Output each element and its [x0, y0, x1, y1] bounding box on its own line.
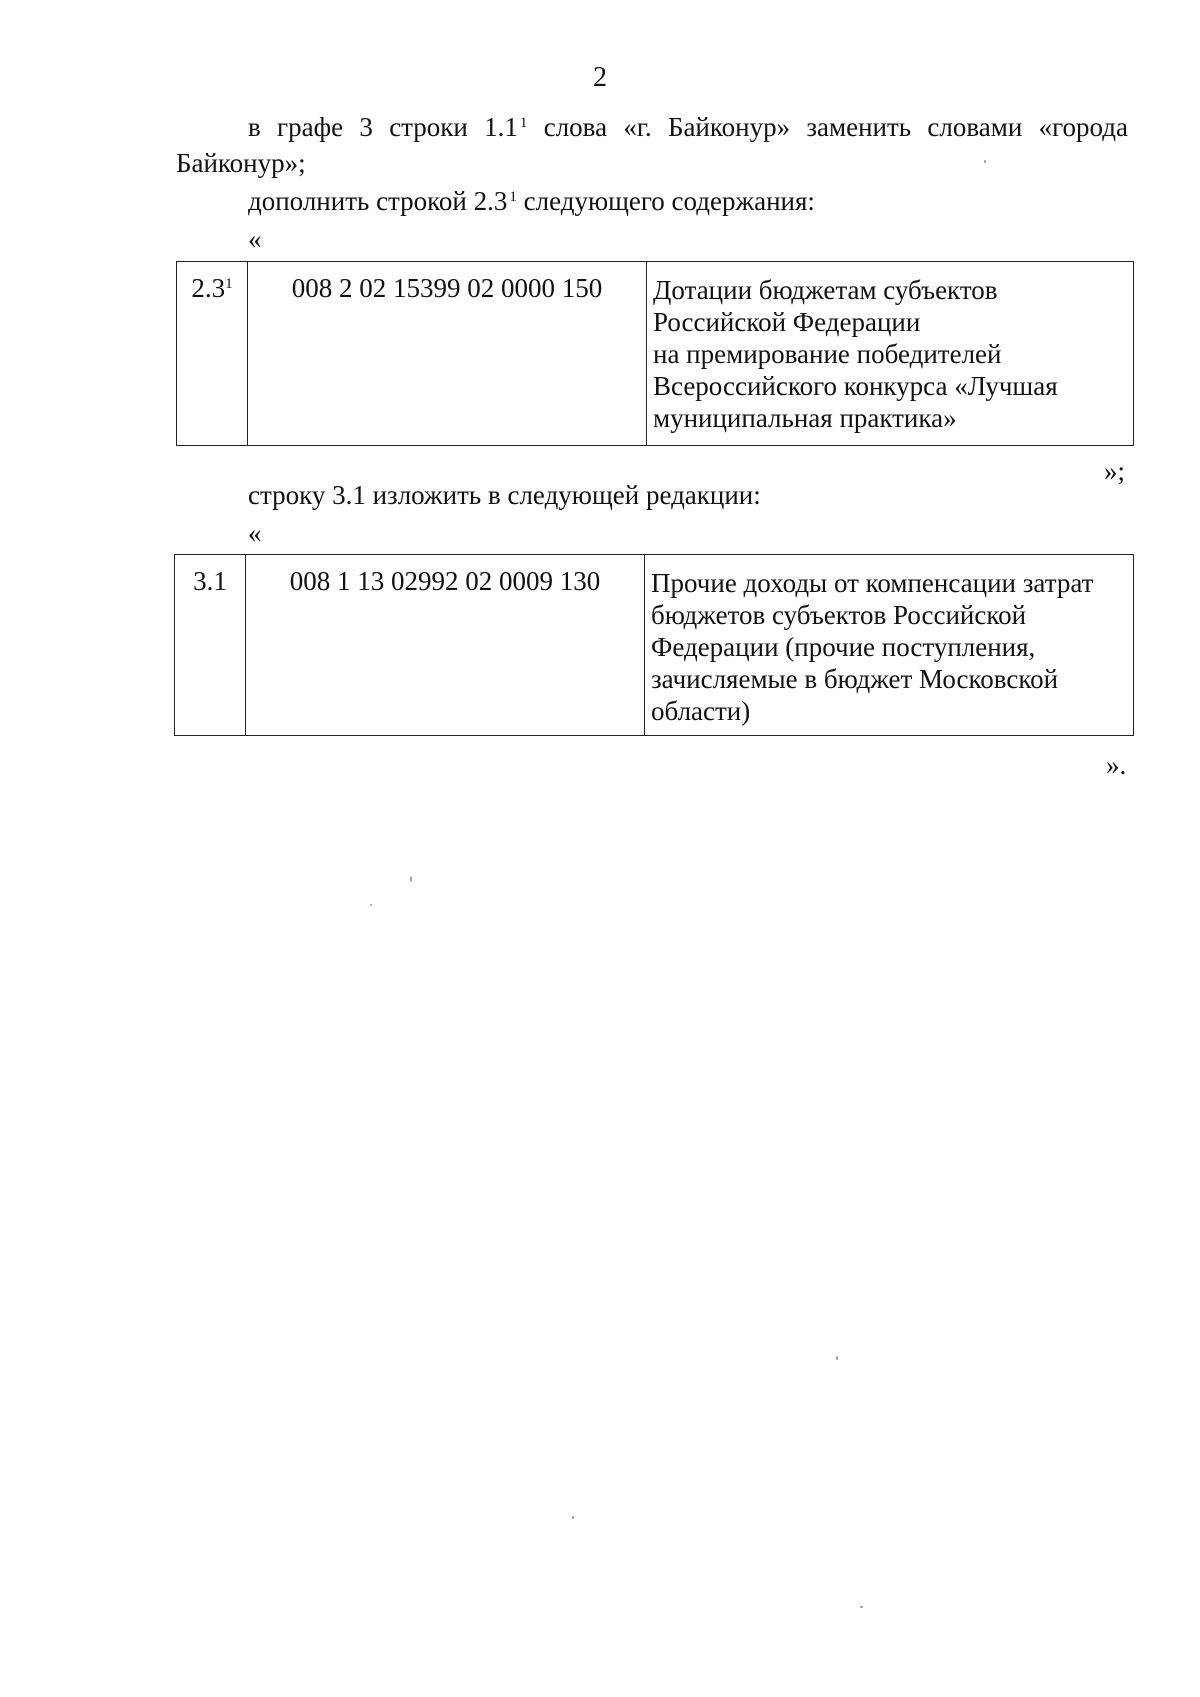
p1-word: словами — [927, 112, 1023, 142]
description-line: Дотации бюджетам субъектов — [653, 275, 998, 305]
table-row — [177, 262, 1134, 446]
paragraph-1-line-1 — [248, 110, 1128, 144]
p1-word: слова — [543, 112, 608, 142]
inserted-row-table — [176, 261, 1134, 446]
p1-word: строки — [389, 112, 468, 142]
scan-speck — [572, 1516, 574, 1519]
p1-word: в — [248, 112, 261, 142]
paragraph-3: строку 3.1 изложить в следующей редакции: — [248, 480, 761, 510]
description-cell — [645, 555, 1134, 736]
closing-quote-2: ». — [1106, 750, 1127, 780]
opening-quote-1: « — [248, 224, 262, 254]
description-line: Прочие доходы от компенсации затрат — [651, 568, 1094, 598]
description-line: на премирование победителей — [653, 339, 1002, 369]
p1-word: 3 — [359, 112, 373, 142]
scan-speck — [836, 1356, 838, 1360]
closing-quote-1: »; — [1104, 456, 1126, 486]
scan-speck — [410, 876, 412, 882]
scan-speck — [370, 904, 372, 906]
description-line: Российской Федерации — [653, 307, 921, 337]
budget-code-cell: 008 1 13 02992 02 0009 130 — [246, 555, 645, 736]
replaced-row-table — [174, 554, 1134, 736]
opening-quote-2: « — [248, 518, 262, 548]
row-number-cell: 3.1 — [175, 555, 246, 736]
description-line: муниципальная практика» — [653, 403, 957, 433]
p1-row-ref: 1.1 $^1$ — [484, 112, 528, 142]
description-line: зачисляемые в бюджет Московской — [651, 664, 1059, 694]
p1-word: Байконур» — [667, 112, 791, 142]
paragraph-1-line-2: Байконур»; — [176, 148, 306, 178]
description-line: Федерации (прочие поступления, — [651, 632, 1036, 662]
p1-word: заменить — [806, 112, 912, 142]
description-line: области) — [651, 696, 751, 726]
row-number-cell: $2.3^1$ — [177, 262, 248, 446]
description-line: бюджетов субъектов Российской — [651, 600, 1027, 630]
budget-code-cell: 008 2 02 15399 02 0000 150 — [248, 262, 647, 446]
table-row — [175, 555, 1134, 736]
p1-word: графе — [277, 112, 344, 142]
p1-word: «города — [1038, 112, 1128, 142]
p1-word: «г. — [623, 112, 652, 142]
scan-speck — [860, 1606, 863, 1608]
description-cell — [647, 262, 1134, 446]
paragraph-2: дополнить строкой 2.3 $^1$ следующего содержания: — [248, 186, 815, 216]
scan-speck — [984, 160, 986, 163]
page-number: 2 — [593, 62, 607, 93]
description-line: Всероссийского конкурса «Лучшая — [653, 371, 1058, 401]
